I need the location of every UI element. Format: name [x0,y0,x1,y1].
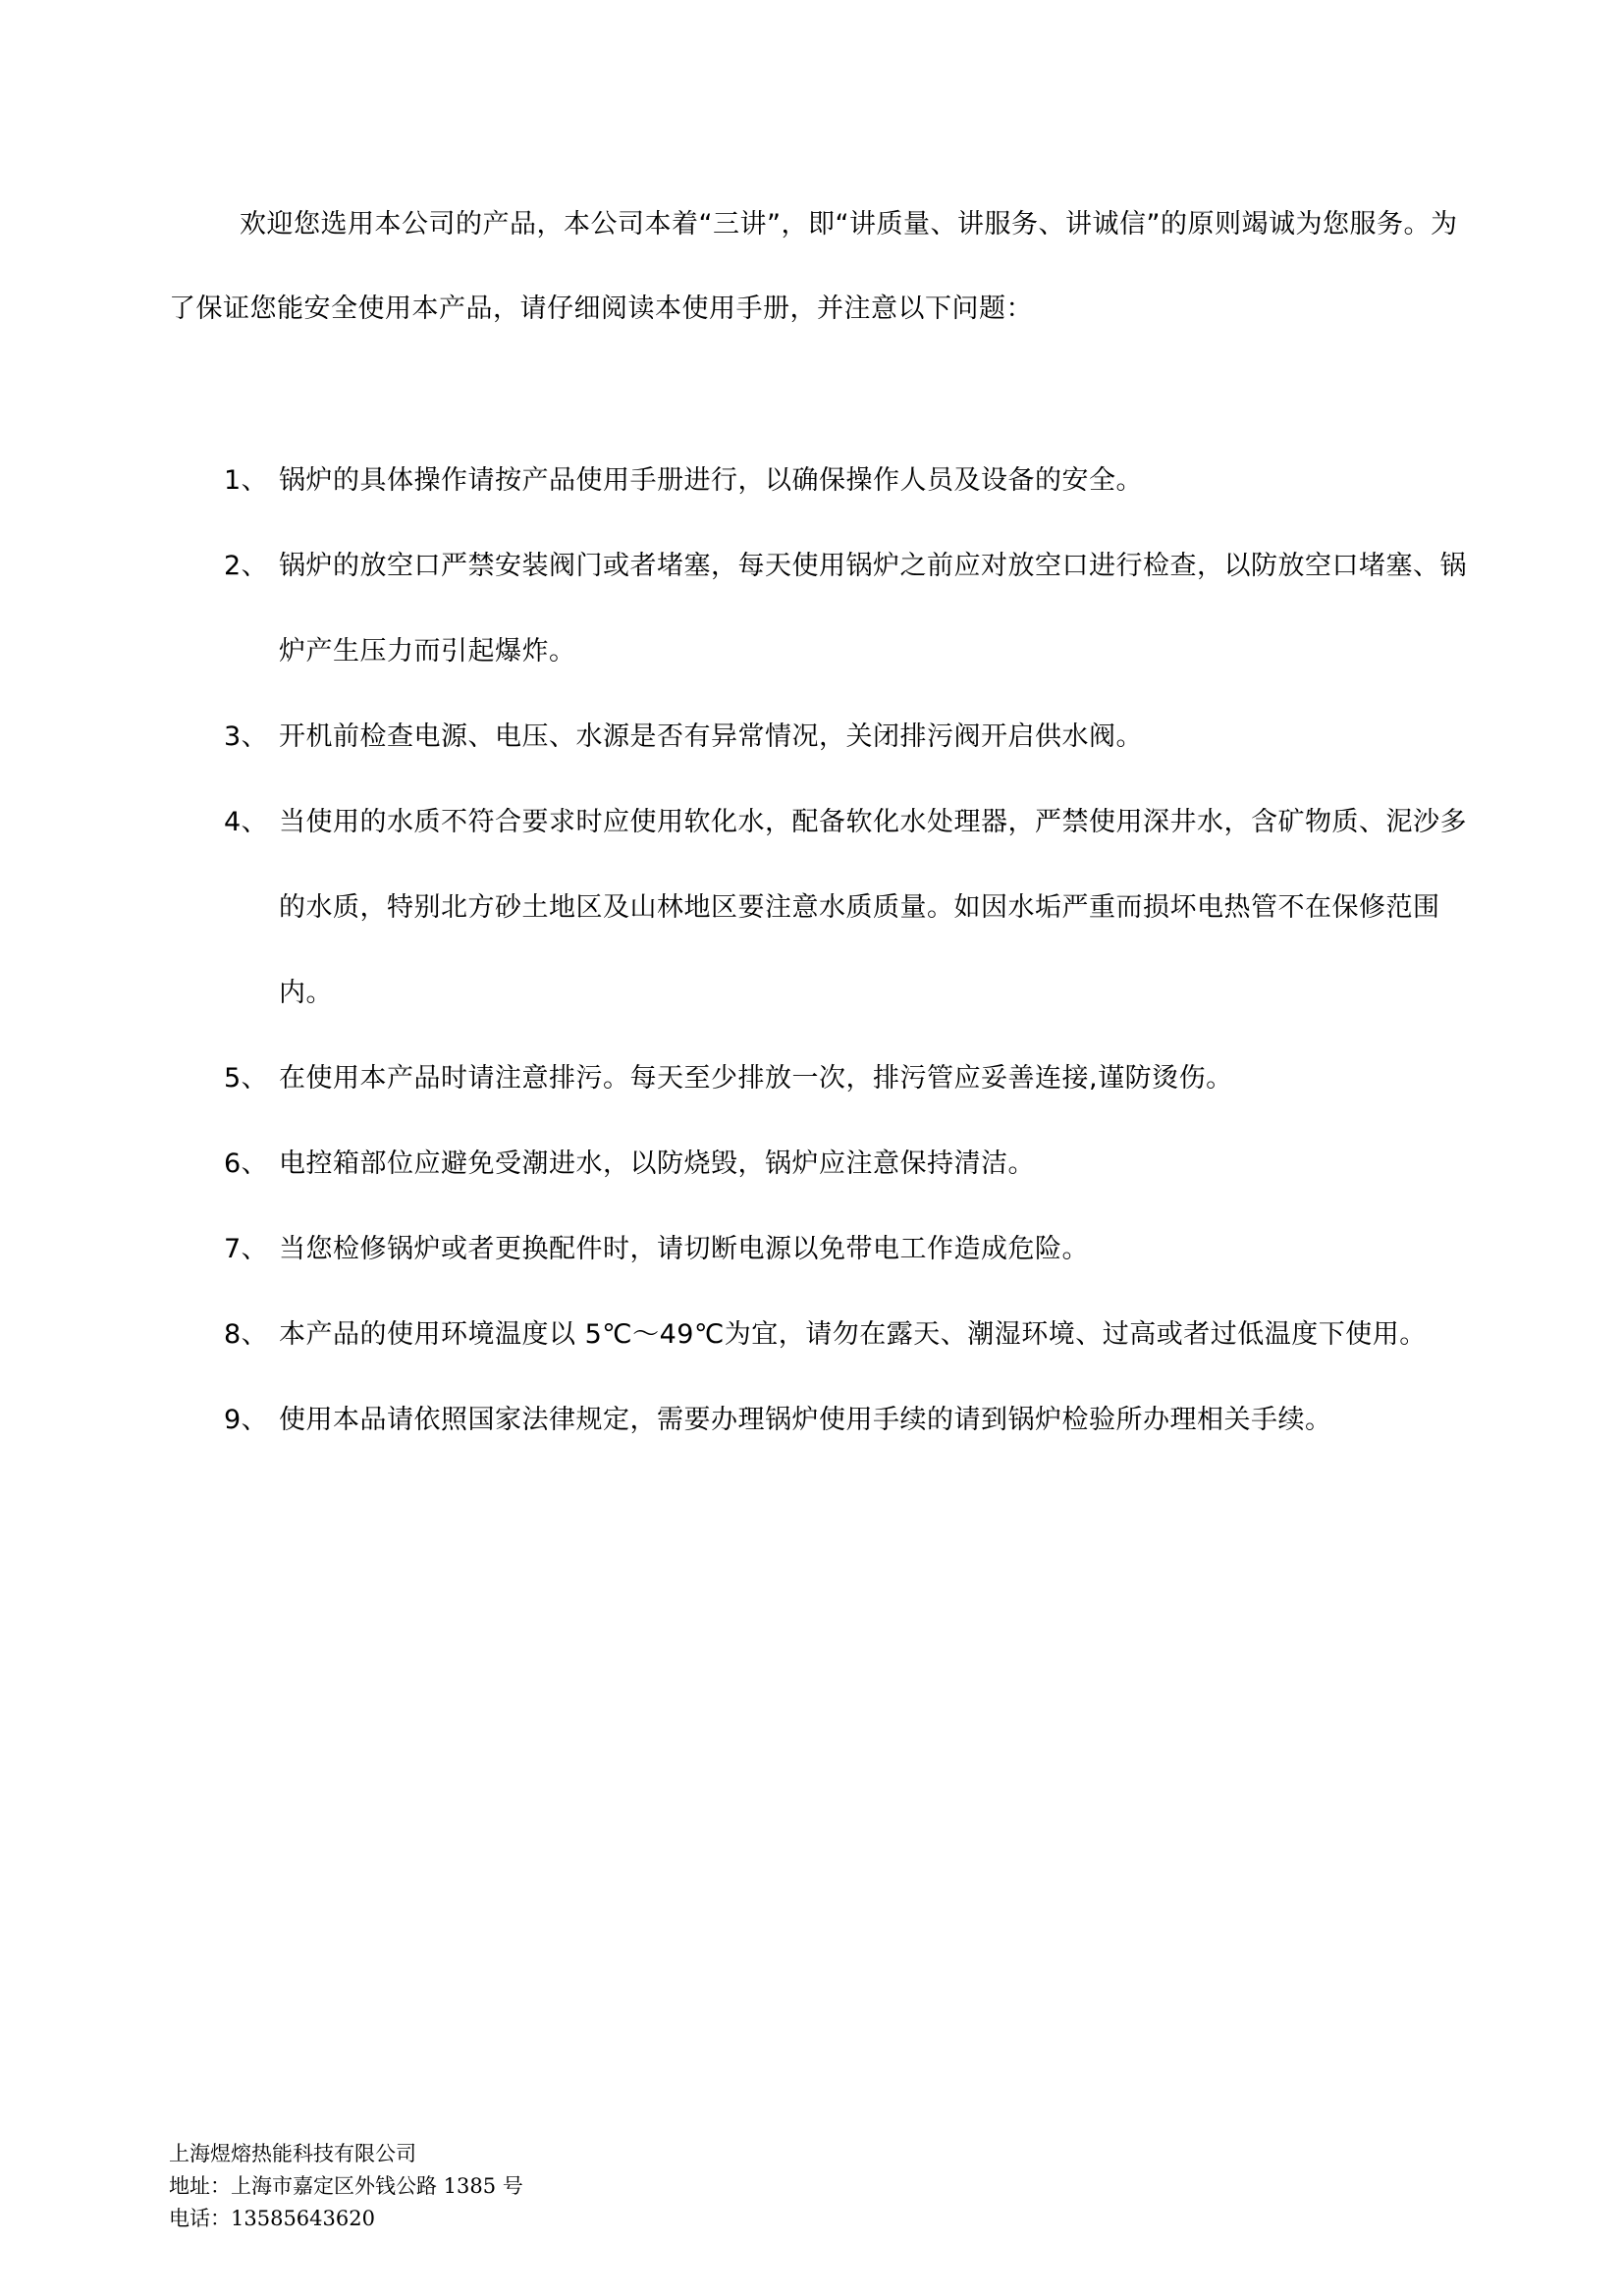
company-address: 地址：上海市嘉定区外钱公路 1385 号 [169,2174,523,2198]
notice-item-1 [224,438,1477,523]
notice-text: 电控箱部位应避免受潮进水，以防烧毁，锅炉应注意保持清洁。 [279,1148,1035,1179]
notice-number: 2、 [224,551,269,581]
notice-item-9 [224,1377,1477,1463]
footer [169,2138,523,2235]
notice-number: 8、 [224,1319,269,1350]
notice-number: 5、 [224,1063,269,1094]
company-name: 上海煜熔热能科技有限公司 [169,2142,416,2165]
notice-list [224,438,1477,1463]
notice-text: 当使用的水质不符合要求时应使用软化水，配备软化水处理器，严禁使用深井水，含矿物质、泥沙多的水质，特别北方砂土地区及山林地区要注意水质质量。如因水垢严重而损坏电热管不在保修范围内。 [279,807,1467,1008]
notice-number: 3、 [224,721,269,752]
notice-item-7 [224,1206,1477,1292]
notice-item-3 [224,694,1477,779]
notice-number: 6、 [224,1148,269,1179]
notice-text: 本产品的使用环境温度以 5℃～49℃为宜，请勿在露天、潮湿环境、过高或者过低温度下使用。 [279,1319,1427,1350]
notice-text: 锅炉的放空口严禁安装阀门或者堵塞，每天使用锅炉之前应对放空口进行检查，以防放空口堵塞、锅炉产生压力而引起爆炸。 [279,551,1467,667]
notice-text: 在使用本产品时请注意排污。每天至少排放一次，排污管应妥善连接,谨防烫伤。 [279,1063,1233,1094]
notice-item-5 [224,1036,1477,1121]
notice-number: 1、 [224,465,269,496]
notice-text: 使用本品请依照国家法律规定，需要办理锅炉使用手续的请到锅炉检验所办理相关手续。 [279,1405,1332,1435]
notice-item-8 [224,1292,1477,1377]
notice-text: 开机前检查电源、电压、水源是否有异常情况，关闭排污阀开启供水阀。 [279,721,1143,752]
intro-paragraph: 欢迎您选用本公司的产品，本公司本着“三讲”，即“讲质量、讲服务、讲诚信”的原则竭诚为您服务。为了保证您能安全使用本产品，请仔细阅读本使用手册，并注意以下问题： [169,209,1458,324]
notice-item-2 [224,523,1477,694]
notice-item-4 [224,779,1477,1036]
notice-text: 锅炉的具体操作请按产品使用手册进行，以确保操作人员及设备的安全。 [279,465,1143,496]
notice-number: 4、 [224,807,269,837]
notice-text: 当您检修锅炉或者更换配件时，请切断电源以免带电工作造成危险。 [279,1234,1089,1264]
notice-number: 9、 [224,1405,269,1435]
notice-number: 7、 [224,1234,269,1264]
company-phone: 电话：13585643620 [169,2207,375,2230]
notice-item-6 [224,1121,1477,1206]
